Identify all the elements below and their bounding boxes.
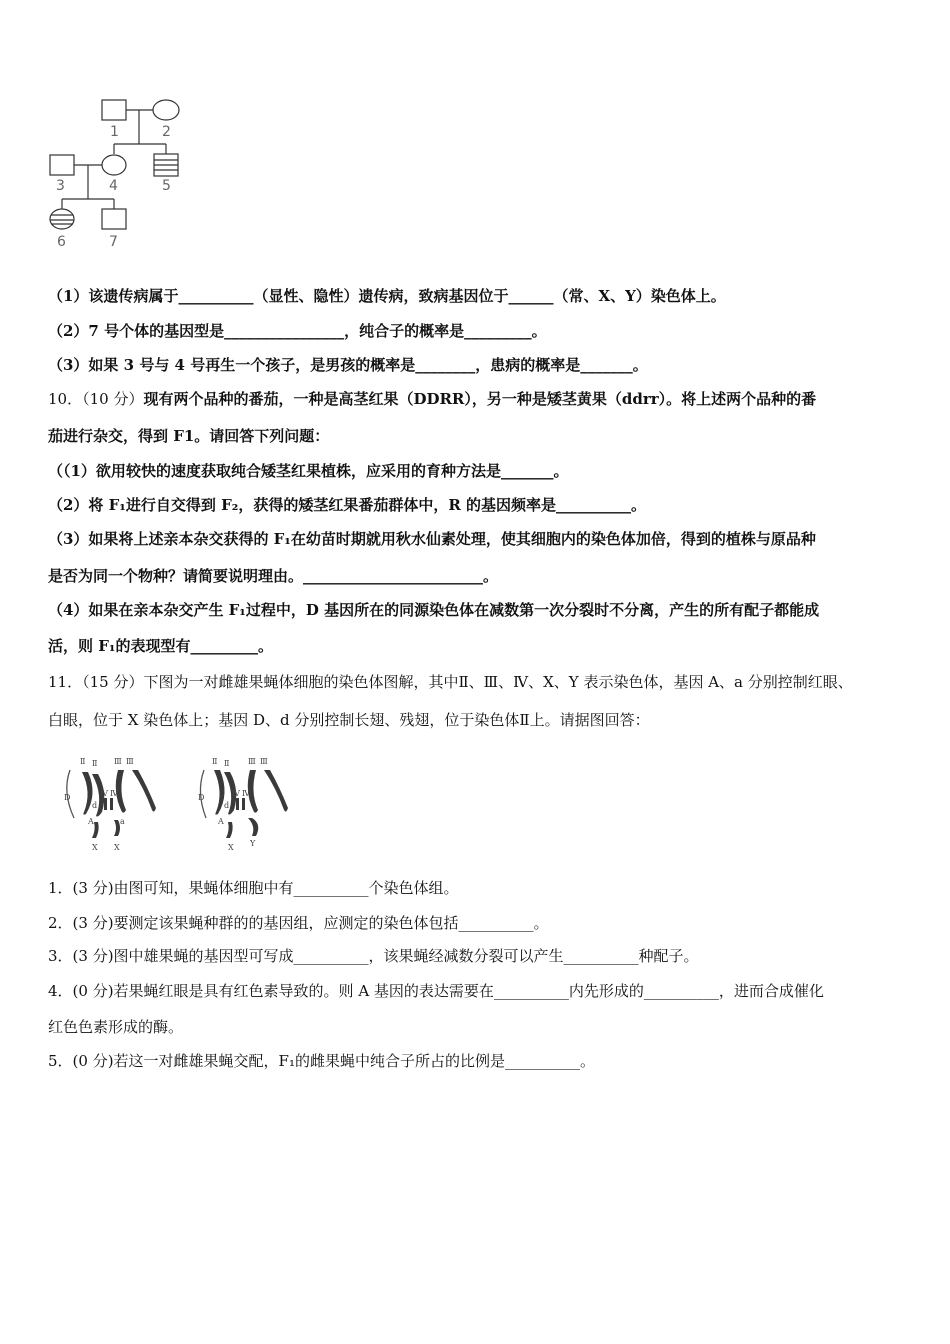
- svg-text:D: D: [198, 793, 205, 802]
- pedigree-label-6: 6: [57, 234, 66, 250]
- male-chromosome-Y: [248, 818, 258, 836]
- male-chromosome-II-left: [214, 770, 225, 815]
- svg-text:Ⅱ: Ⅱ: [92, 759, 98, 768]
- svg-text:Ⅱ: Ⅱ: [212, 757, 218, 766]
- female-chromosome-IV-left: [104, 798, 107, 810]
- svg-text:Ⅲ: Ⅲ: [126, 757, 134, 766]
- q10-part3-line1: （3）如果将上述亲本杂交获得的 F₁在幼苗时期就用秋水仙素处理，使其细胞内的染色体加倍，得到的植株与原品种: [48, 530, 816, 548]
- q9-part1: （1）该遗传病属于__________（显性、隐性）遗传病，致病基因位于______（常、X、Y）染色体上。: [48, 287, 726, 305]
- svg-text:X: X: [228, 843, 234, 852]
- q10-part4-line2: 活，则 F₁的表现型有_________。: [48, 637, 273, 655]
- svg-text:Y: Y: [250, 839, 256, 848]
- svg-text:Ⅲ: Ⅲ: [260, 757, 268, 766]
- female-chromosome-II-left: [82, 772, 93, 815]
- svg-text:d: d: [224, 801, 230, 810]
- pedigree-label-1: 1: [110, 124, 119, 140]
- pedigree-label-2: 2: [162, 124, 171, 140]
- q9-part2: （2）7 号个体的基因型是________________，纯合子的概率是_________。: [48, 322, 547, 340]
- male-chromosome-IV-left: [236, 798, 239, 810]
- svg-text:Ⅲ: Ⅲ: [248, 757, 256, 766]
- svg-text:X: X: [114, 843, 120, 852]
- pedigree-label-5: 5: [162, 178, 171, 194]
- q11-sub3: 3．(3 分)图中雄果蝇的基因型可写成__________，该果蝇经减数分裂可以产生__________种配子。: [48, 947, 699, 965]
- q10-number: 10．（10 分）: [48, 390, 144, 408]
- svg-text:a: a: [120, 817, 125, 826]
- individual-1: [102, 100, 126, 120]
- q10-intro-text: 现有两个品种的番茄，一种是高茎红果（DDRR），另一种是矮茎黄果（ddrr）。将上述两个品种的番: [143, 390, 817, 408]
- q11-intro-text: 下图为一对雌雄果蝇体细胞的染色体图解，其中Ⅱ、Ⅲ、Ⅳ、X、Y 表示染色体，基因 A、a 分别控制红眼、: [143, 673, 853, 691]
- male-chromosome-III-right: [264, 770, 288, 812]
- q11-sub1: 1．(3 分)由图可知，果蝇体细胞中有__________个染色体组。: [48, 879, 459, 897]
- svg-text:Ⅲ: Ⅲ: [114, 757, 122, 766]
- svg-text:A: A: [88, 817, 94, 826]
- q10-part2: （2）将 F₁进行自交得到 F₂，获得的矮茎红果番茄群体中，R 的基因频率是__________。: [48, 496, 647, 514]
- q11-intro-line2: 白眼，位于 X 染色体上；基因 D、d 分别控制长翅、残翅，位于染色体Ⅱ上。请据图回答：: [48, 711, 650, 729]
- svg-text:Ⅳ: Ⅳ: [242, 789, 250, 798]
- individual-6: [50, 209, 74, 229]
- q11-sub4-line1: 4．(0 分)若果蝇红眼是具有红色素导致的。则 A 基因的表达需要在__________内先形成的__________，进而合成催化: [48, 982, 824, 1000]
- svg-text:D: D: [64, 793, 71, 802]
- male-chromosome-IV-right: [242, 798, 245, 810]
- pedigree-label-7: 7: [109, 234, 118, 250]
- svg-text:Ⅳ: Ⅳ: [100, 789, 108, 798]
- q10-part3-line2: 是否为同一个物种？请简要说明理由。________________________。: [48, 567, 499, 585]
- female-chromosome-IV-right: [110, 798, 113, 810]
- male-chromosome-X: [226, 822, 233, 838]
- q11-sub2: 2．(3 分)要测定该果蝇种群的的基因组，应测定的染色体包括__________。: [48, 914, 549, 932]
- individual-3: [50, 155, 74, 175]
- individual-4: [102, 155, 126, 175]
- individual-2: [153, 100, 179, 120]
- svg-text:A: A: [218, 817, 224, 826]
- svg-text:Ⅳ: Ⅳ: [110, 789, 118, 798]
- q11-intro-line1: [48, 672, 853, 692]
- svg-text:Ⅳ: Ⅳ: [232, 789, 240, 798]
- pedigree-label-3: 3: [56, 178, 65, 194]
- svg-text:X: X: [92, 843, 98, 852]
- q11-number: 11．（15 分）: [48, 673, 144, 691]
- pedigree-chart: [40, 92, 240, 257]
- q11-sub4-line2: 红色色素形成的酶。: [48, 1018, 184, 1036]
- svg-text:Ⅱ: Ⅱ: [224, 759, 230, 768]
- svg-text:Ⅱ: Ⅱ: [80, 757, 86, 766]
- q10-intro-line2: 茄进行杂交，得到 F1。请回答下列问题：: [48, 427, 330, 445]
- q10-intro-line1: [48, 389, 816, 409]
- svg-text:d: d: [92, 801, 98, 810]
- chromosome-figure: [52, 752, 312, 852]
- q11-sub5: 5．(0 分)若这一对雌雄果蝇交配，F₁的雌果蝇中纯合子所占的比例是__________。: [48, 1052, 595, 1070]
- q9-part3: （3）如果 3 号与 4 号再生一个孩子，是男孩的概率是________，患病的概率是_______。: [48, 356, 648, 374]
- q10-part4-line1: （4）如果在亲本杂交产生 F₁过程中，D 基因所在的同源染色体在减数第一次分裂时不分离，产生的所有配子都能成: [48, 601, 820, 619]
- q10-part1: （（1）欲用较快的速度获取纯合矮茎红果植株，应采用的育种方法是_______。: [48, 462, 569, 480]
- pedigree-label-4: 4: [109, 178, 118, 194]
- female-chromosome-III-right: [132, 770, 156, 812]
- individual-7: [102, 209, 126, 229]
